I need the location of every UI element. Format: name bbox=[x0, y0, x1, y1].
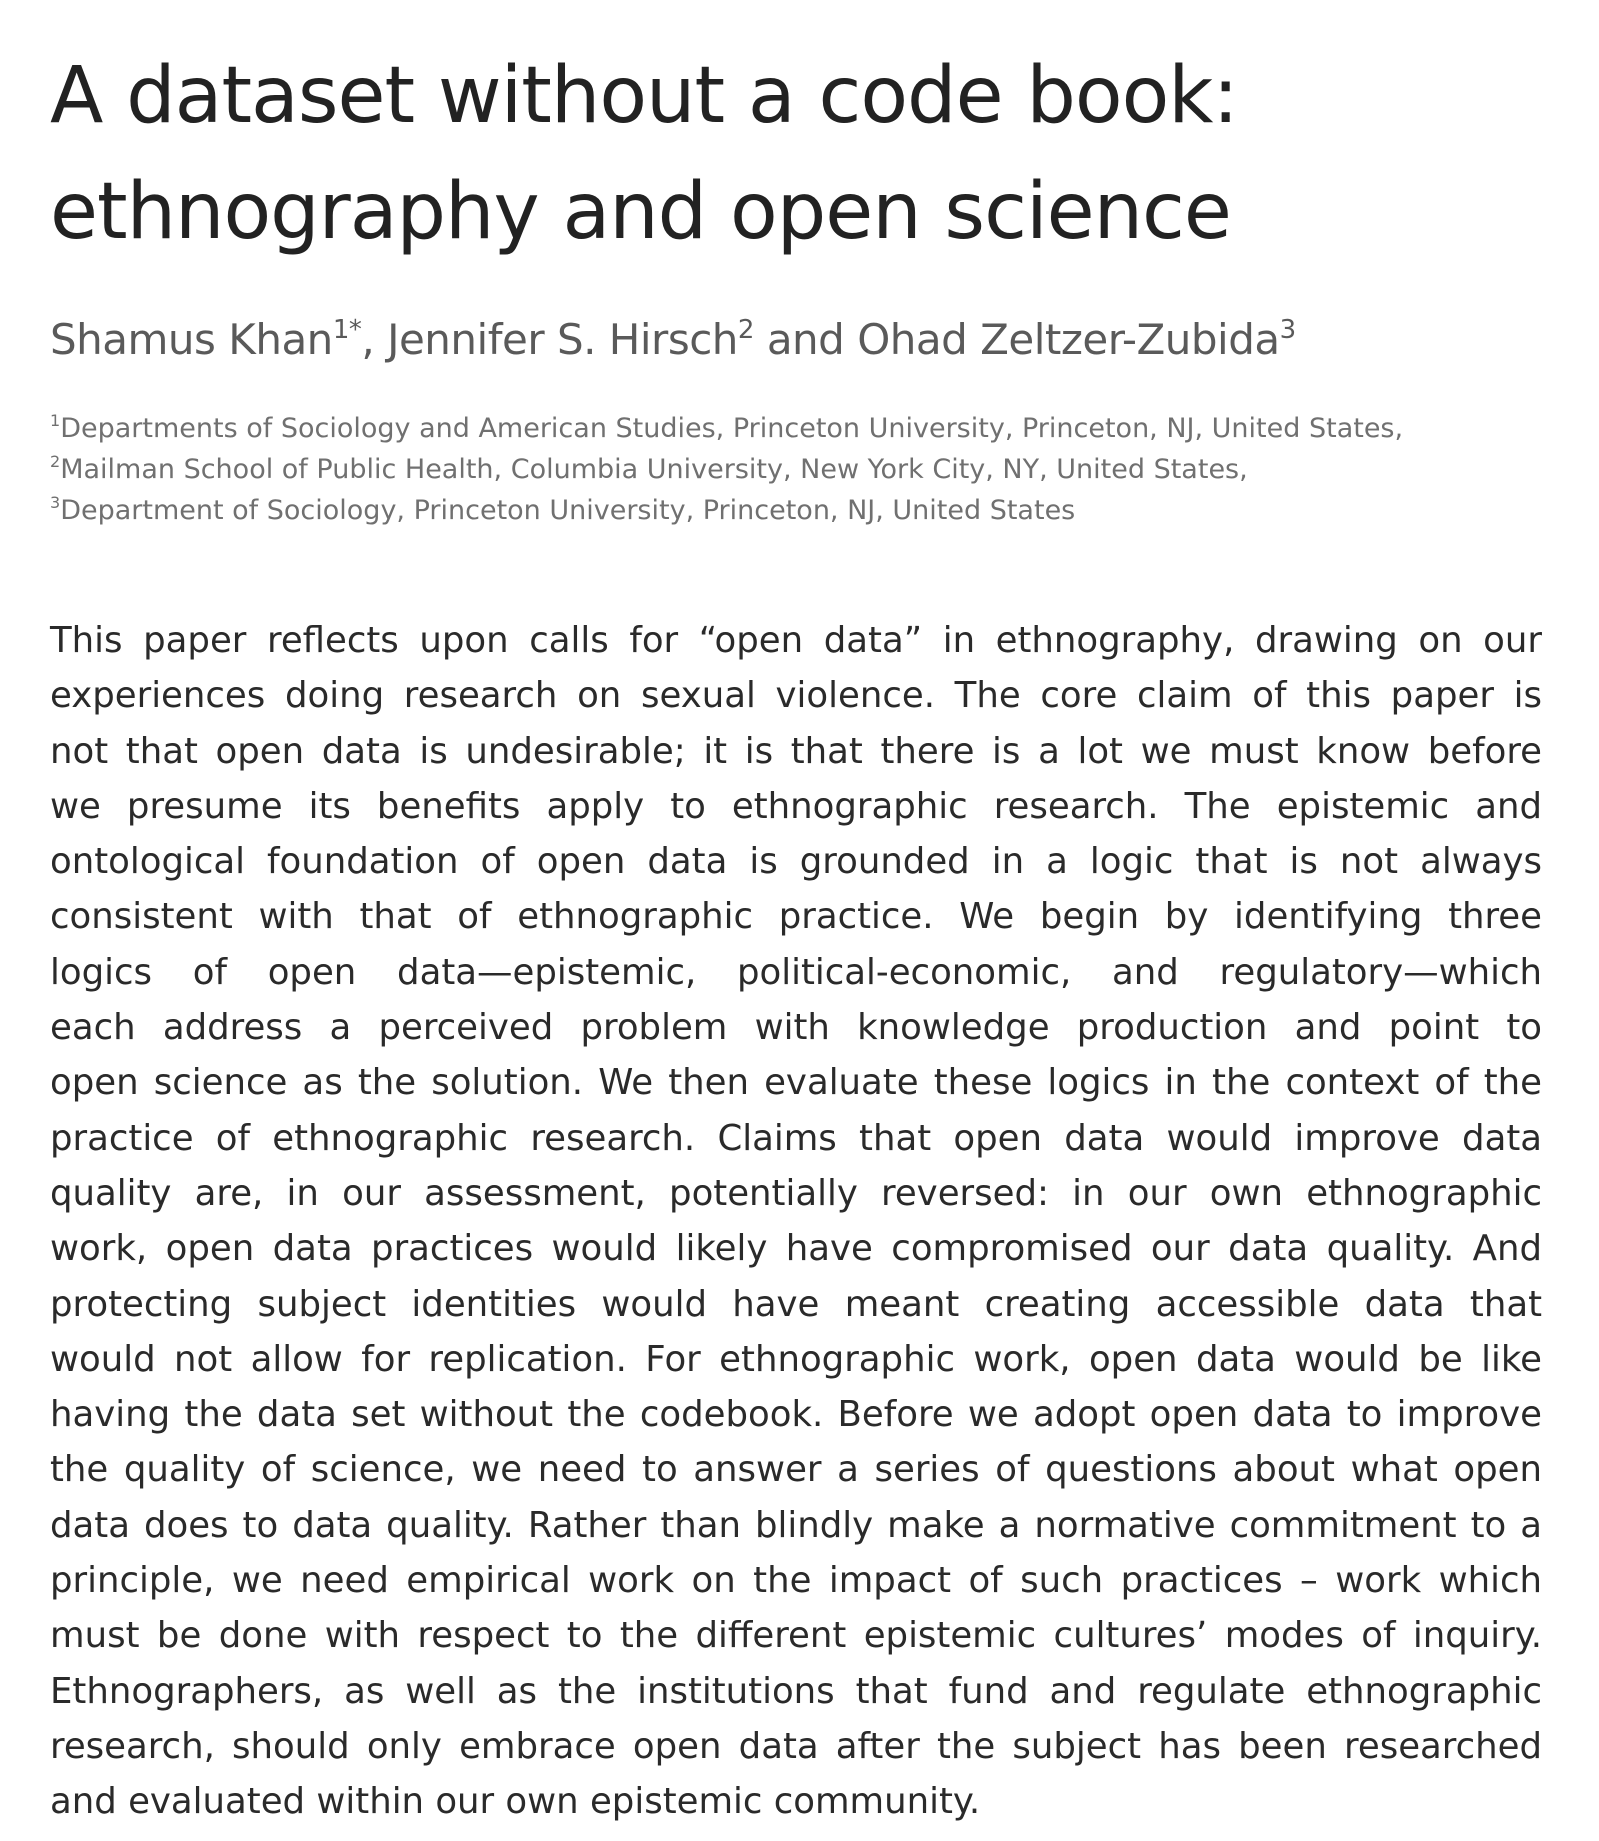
affiliation-mark: 3 bbox=[1279, 315, 1296, 345]
abstract-line: quality are, in our assessment, potentially reversed: in our own ethnographic bbox=[50, 1172, 1542, 1214]
affiliation-text: Mailman School of Public Health, Columbia University, New York City, NY, United States, bbox=[60, 454, 1248, 485]
affiliation bbox=[50, 490, 1403, 531]
author-name: Jennifer S. Hirsch bbox=[387, 315, 738, 364]
abstract-line: we presume its benefits apply to ethnographic research. The epistemic and bbox=[50, 785, 1542, 827]
affiliation-number: 1 bbox=[50, 411, 61, 430]
author-name: Shamus Khan bbox=[50, 315, 333, 364]
affiliation-mark: 2 bbox=[737, 315, 754, 345]
author-list bbox=[50, 312, 1296, 368]
abstract-line: research, should only embrace open data after the subject has been researched bbox=[50, 1725, 1542, 1767]
affiliation bbox=[50, 449, 1403, 490]
affiliation-number: 3 bbox=[50, 493, 61, 512]
title-line: ethnography and open science bbox=[50, 167, 1231, 257]
affiliation-list bbox=[50, 408, 1403, 531]
abstract-line: and evaluated within our own epistemic community. bbox=[50, 1781, 981, 1823]
paper-title bbox=[50, 38, 1550, 270]
abstract-line: work, open data practices would likely have compromised our data quality. And bbox=[50, 1228, 1542, 1270]
abstract-line: the quality of science, we need to answer a series of questions about what open bbox=[50, 1449, 1542, 1491]
author-separator: , bbox=[361, 315, 388, 364]
abstract-line: experiences doing research on sexual violence. The core claim of this paper is bbox=[50, 675, 1542, 717]
affiliation-text: Departments of Sociology and American Studies, Princeton University, Princeton, NJ, United States, bbox=[60, 413, 1404, 444]
abstract bbox=[50, 613, 1542, 1830]
abstract-line: data does to data quality. Rather than blindly make a normative commitment to a bbox=[50, 1504, 1542, 1546]
abstract-line: consistent with that of ethnographic practice. We begin by identifying three bbox=[50, 896, 1542, 938]
affiliation-number: 2 bbox=[50, 452, 61, 471]
abstract-line: ontological foundation of open data is grounded in a logic that is not always bbox=[50, 841, 1542, 883]
abstract-line: This paper reflects upon calls for “open data” in ethnography, drawing on our bbox=[50, 620, 1542, 661]
affiliation-text: Department of Sociology, Princeton University, Princeton, NJ, United States bbox=[60, 495, 1076, 526]
abstract-line: principle, we need empirical work on the impact of such practices – work which bbox=[50, 1560, 1542, 1602]
author-separator: and bbox=[753, 315, 858, 364]
abstract-line: Ethnographers, as well as the institutions that fund and regulate ethnographic bbox=[50, 1670, 1542, 1712]
abstract-line: not that open data is undesirable; it is that there is a lot we must know before bbox=[50, 730, 1542, 772]
author-name: Ohad Zeltzer-Zubida bbox=[857, 315, 1280, 364]
abstract-line: would not allow for replication. For ethnographic work, open data would be like bbox=[50, 1338, 1542, 1380]
abstract-line: each address a perceived problem with knowledge production and point to bbox=[50, 1007, 1542, 1049]
affiliation-mark: 1* bbox=[332, 315, 362, 345]
title-line: A dataset without a code book: bbox=[50, 51, 1238, 141]
abstract-line: protecting subject identities would have meant creating accessible data that bbox=[50, 1283, 1542, 1325]
abstract-line: logics of open data—epistemic, political-economic, and regulatory—which bbox=[50, 951, 1542, 993]
affiliation bbox=[50, 408, 1403, 449]
abstract-line: having the data set without the codebook. Before we adopt open data to improve bbox=[50, 1394, 1542, 1436]
abstract-line: must be done with respect to the different epistemic cultures’ modes of inquiry. bbox=[50, 1615, 1542, 1657]
abstract-line: open science as the solution. We then evaluate these logics in the context of the bbox=[50, 1062, 1542, 1104]
abstract-line: practice of ethnographic research. Claims that open data would improve data bbox=[50, 1117, 1542, 1159]
